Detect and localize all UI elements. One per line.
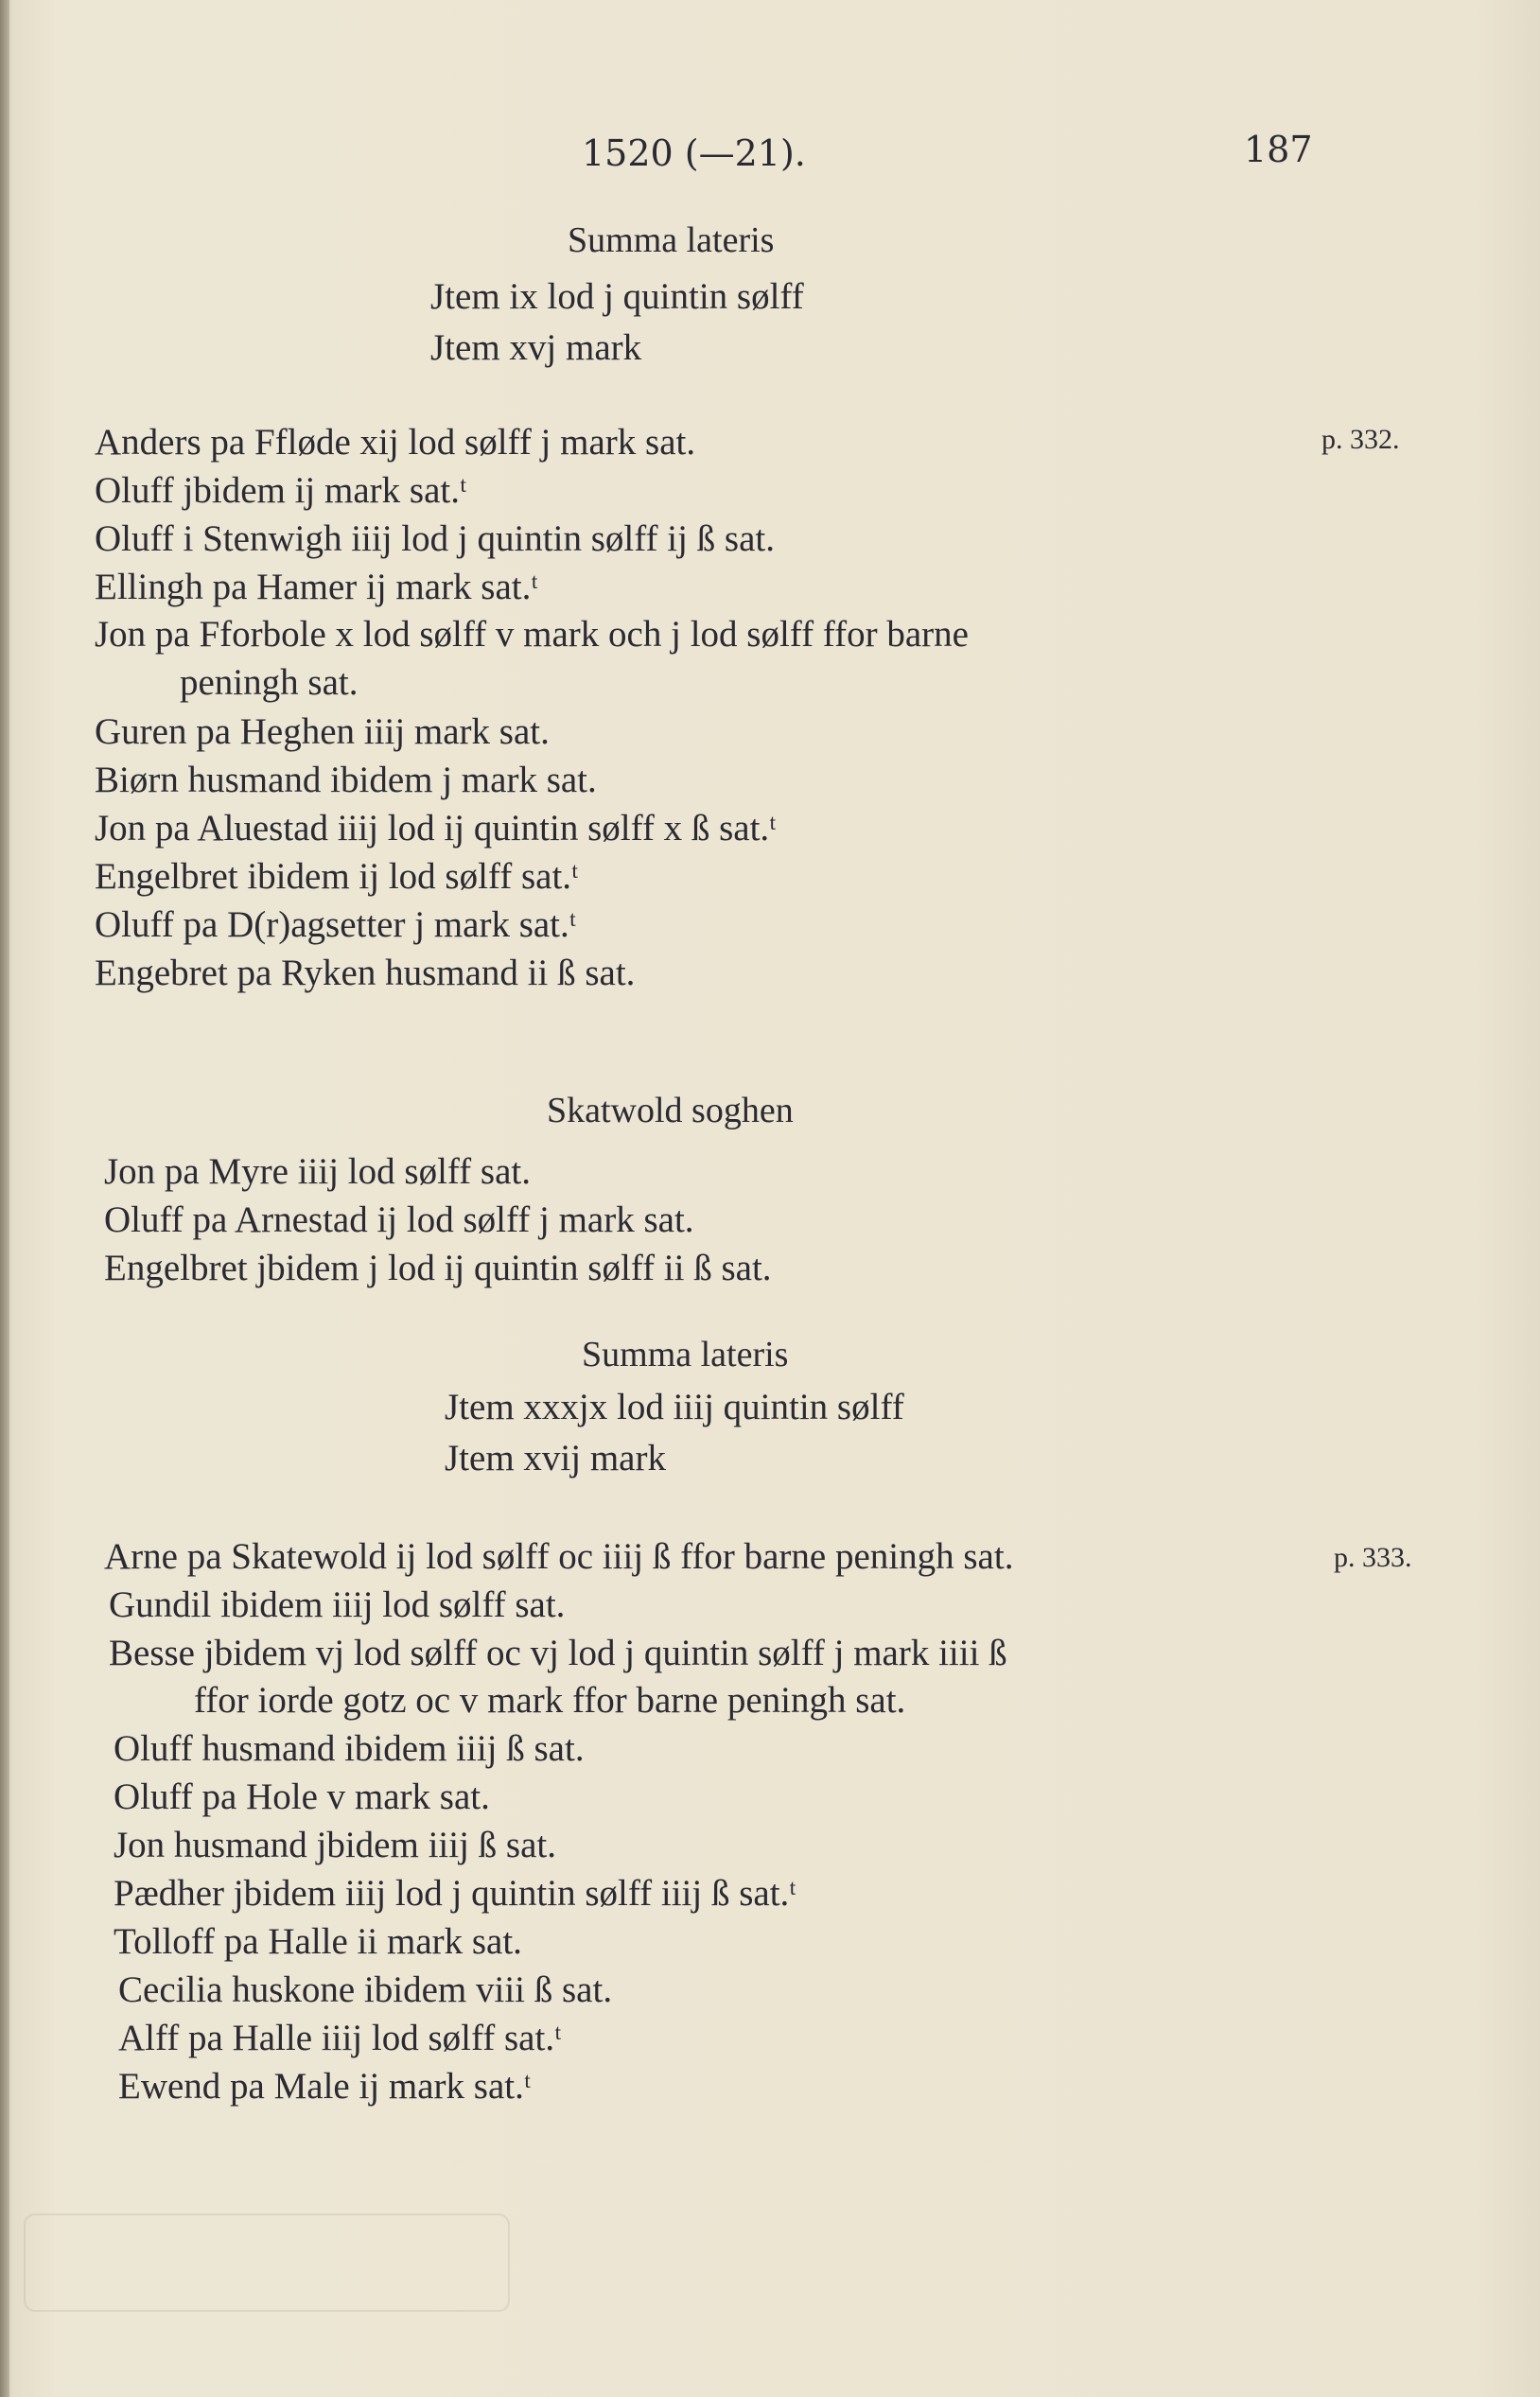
entry-line: Jon pa Myre iiij lod sølff sat.	[104, 1151, 531, 1192]
entry-line: Gundil ibidem iiij lod sølff sat.	[109, 1584, 566, 1625]
running-head: 1520 (—21).	[582, 132, 806, 174]
entry-line: Engelbret ibidem ij lod sølff sat.ᵗ	[95, 856, 579, 897]
summa-total-line: Jtem ix lod j quintin sølff	[430, 276, 804, 317]
entry-line-continuation: ffor iorde gotz oc v mark ffor barne peningh sat.	[194, 1680, 906, 1721]
summa-total-line: Jtem xvij mark	[445, 1438, 666, 1478]
entry-line: Guren pa Heghen iiij mark sat.	[95, 711, 550, 752]
entry-line: Arne pa Skatewold ij lod sølff oc iiij ß ffor barne peningh sat.	[104, 1536, 1014, 1577]
entry-line: Alff pa Halle iiij lod sølff sat.ᵗ	[118, 2018, 562, 2058]
entry-line: Tolloff pa Halle ii mark sat.	[114, 1921, 522, 1962]
entry-line: Biørn husmand ibidem j mark sat.	[95, 760, 597, 800]
entry-line: Engelbret jbidem j lod ij quintin sølff ii ß sat.	[104, 1248, 772, 1288]
binding-edge	[0, 0, 9, 2397]
entry-line: Jon pa Aluestad iiij lod ij quintin sølff x ß sat.ᵗ	[95, 808, 777, 849]
page-header	[0, 129, 1540, 180]
entry-line: Ellingh pa Hamer ij mark sat.ᵗ	[95, 567, 538, 607]
summa-total-line: Jtem xxxjx lod iiij quintin sølff	[445, 1387, 904, 1427]
entry-line: Anders pa Ffløde xij lod sølff j mark sat.	[95, 422, 696, 463]
entry-line: Pædher jbidem iiij lod j quintin sølff iiij ß sat.ᵗ	[114, 1873, 796, 1914]
entry-line: Besse jbidem vj lod sølff oc vj lod j quintin sølff j mark iiii ß	[109, 1633, 1007, 1673]
entry-line: Cecilia huskone ibidem viii ß sat.	[118, 1969, 613, 2010]
entry-line: Jon pa Fforbole x lod sølff v mark och j lod sølff ffor barne	[95, 614, 969, 655]
entry-line: Jon husmand jbidem iiij ß sat.	[114, 1825, 556, 1865]
page-number: 187	[1244, 129, 1313, 170]
entry-line: Oluff jbidem ij mark sat.ᵗ	[95, 470, 467, 511]
summa-total-line: Jtem xvj mark	[430, 327, 642, 368]
entry-line: Oluff i Stenwigh iiij lod j quintin sølff ij ß sat.	[95, 518, 775, 559]
section-heading: Skatwold soghen	[547, 1091, 794, 1130]
entry-line-continuation: peningh sat.	[180, 662, 359, 703]
entry-line: Oluff pa Hole v mark sat.	[114, 1776, 490, 1817]
margin-note-page-ref: p. 332.	[1321, 424, 1400, 455]
summa-heading-2: Summa lateris	[582, 1335, 789, 1374]
margin-note-page-ref: p. 333.	[1334, 1542, 1412, 1573]
paper-mark	[24, 2213, 510, 2312]
entry-line: Ewend pa Male ij mark sat.ᵗ	[118, 2066, 532, 2107]
entry-line: Oluff pa D(r)agsetter j mark sat.ᵗ	[95, 904, 577, 945]
entry-line: Engebret pa Ryken husmand ii ß sat.	[95, 953, 636, 993]
entry-line: Oluff pa Arnestad ij lod sølff j mark sat.	[104, 1199, 694, 1240]
summa-heading-1: Summa lateris	[568, 220, 775, 260]
entry-line: Oluff husmand ibidem iiij ß sat.	[114, 1728, 585, 1769]
